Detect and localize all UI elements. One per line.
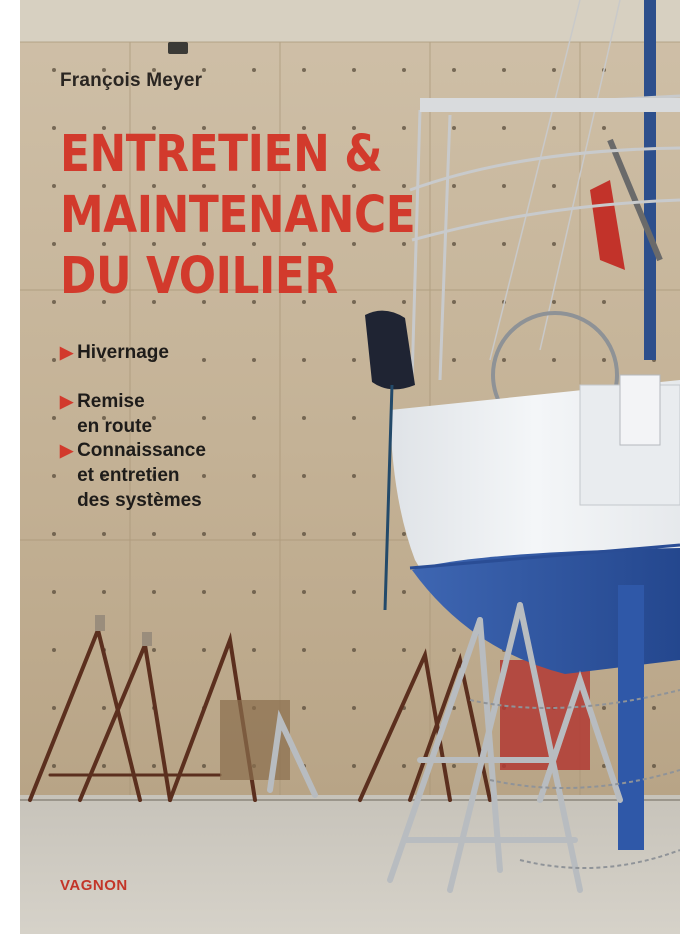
publisher-logo: VAGNON	[60, 877, 128, 894]
feature-text: Remise en route	[77, 391, 153, 437]
feature-text: Hivernage	[77, 342, 169, 363]
bimini-frame	[420, 98, 680, 112]
feature-item	[60, 438, 206, 513]
stand-pad	[95, 615, 105, 631]
feature-item	[60, 389, 153, 439]
stand-pad	[142, 632, 152, 646]
yard-ground	[20, 795, 680, 934]
keel-support	[618, 585, 644, 850]
right-triangle-icon: ▶	[60, 392, 74, 411]
feature-item	[60, 340, 169, 365]
right-triangle-icon: ▶	[60, 441, 74, 460]
title-line: ENTRETIEN &	[60, 125, 383, 184]
floodlight	[168, 42, 188, 54]
right-triangle-icon: ▶	[60, 343, 74, 362]
book-cover	[20, 0, 680, 934]
author-name: François Meyer	[60, 70, 203, 91]
feature-text: Connaissance et entretien des systèmes	[77, 440, 206, 511]
title-line: DU VOILIER	[60, 247, 338, 306]
book-title	[60, 124, 415, 307]
title-line: MAINTENANCE	[60, 186, 416, 245]
